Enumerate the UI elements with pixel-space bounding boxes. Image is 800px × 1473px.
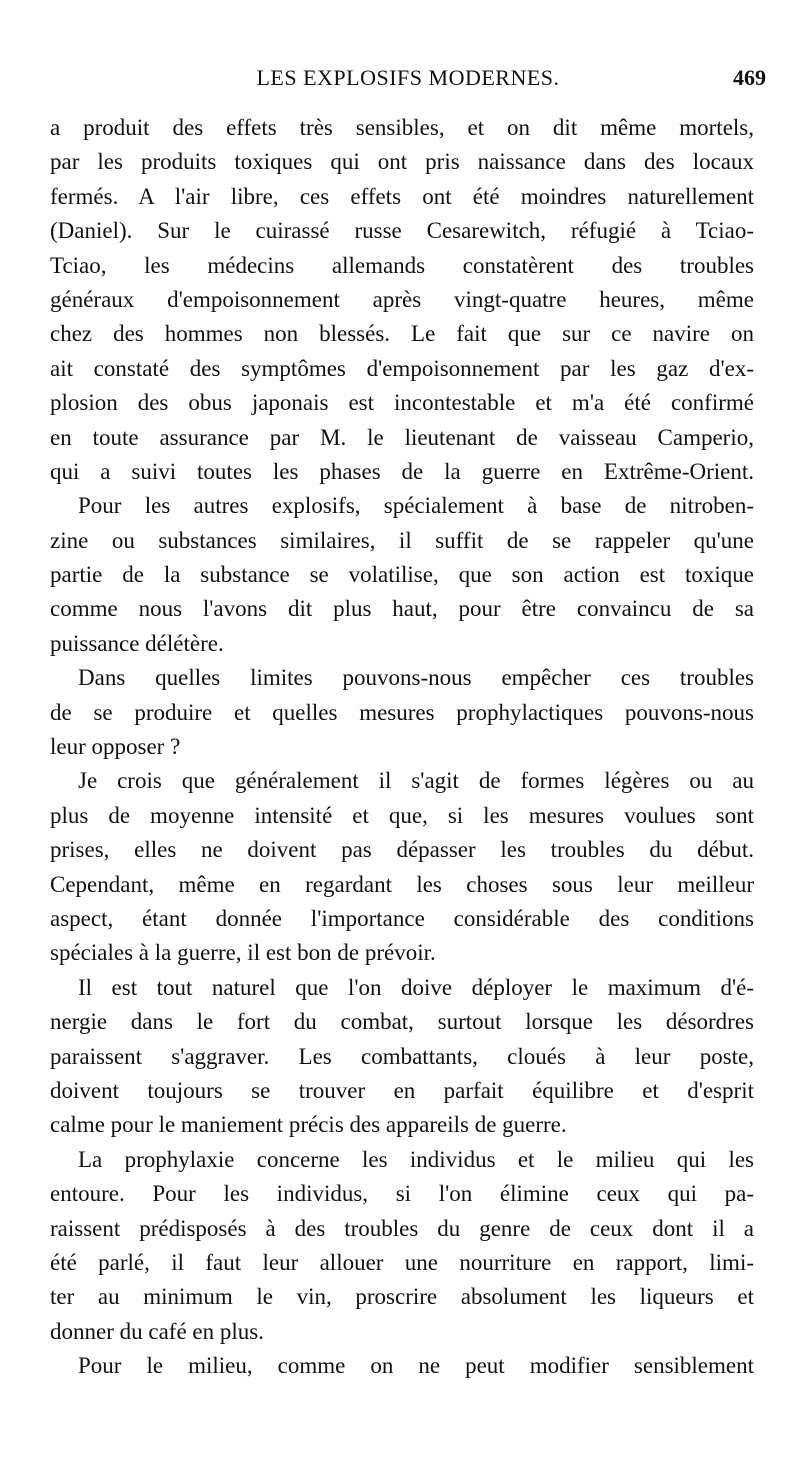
text-line: partie de la substance se volatilise, que son action est toxique [50,562,754,588]
text-line: plosion des obus japonais est incontestable et m'a été confirmé [50,390,754,416]
running-header [50,62,766,94]
text-line: de se produire et quelles mesures prophylactiques pouvons-nous [50,699,754,725]
text-line: spéciales à la guerre, il est bon de prévoir. [50,940,436,966]
text-line: raissent prédisposés à des troubles du genre de ceux dont il a [50,1215,754,1241]
text-line: ter au minimum le vin, proscrire absolument les liqueurs et [50,1284,754,1310]
text-line: Pour le milieu, comme on ne peut modifier sensiblement [78,1353,754,1379]
page-number: 469 [733,65,766,90]
text-line: par les produits toxiques qui ont pris naissance dans des locaux [50,149,754,175]
text-line: comme nous l'avons dit plus haut, pour être convaincu de sa [50,596,754,622]
text-line: Je crois que généralement il s'agit de formes légères ou au [78,768,754,794]
text-line: leur opposer ? [50,734,181,760]
text-line: a produit des effets très sensibles, et on dit même mortels, [50,115,754,140]
text-line: La prophylaxie concerne les individus et le milieu qui les [78,1146,754,1172]
text-line: prises, elles ne doivent pas dépasser les troubles du début. [50,837,754,863]
text-line: puissance délétère. [50,630,224,656]
text-line: été parlé, il faut leur allouer une nourriture en rapport, limi- [50,1249,754,1275]
text-line: ait constaté des symptômes d'empoisonnement par les gaz d'ex- [50,355,754,381]
text-line: Il est tout naturel que l'on doive déployer le maximum d'é- [78,974,754,1000]
text-line: en toute assurance par M. le lieutenant de vaisseau Camperio, [50,424,754,450]
text-line: zine ou substances similaires, il suffit de se rappeler qu'une [50,527,754,553]
text-line: plus de moyenne intensité et que, si les mesures voulues sont [50,802,754,828]
text-line: Dans quelles limites pouvons-nous empêcher ces troubles [78,665,754,691]
text-line: généraux d'empoisonnement après vingt-quatre heures, même [50,286,754,312]
text-line: Tciao, les médecins allemands constatèrent des troubles [50,252,754,278]
text-line: qui a suivi toutes les phases de la guerre en Extrême-Orient. [50,458,754,484]
text-line: entoure. Pour les individus, si l'on élimine ceux qui pa- [50,1181,754,1207]
text-line: aspect, étant donnée l'importance considérable des conditions [50,905,754,931]
text-line: donner du café en plus. [50,1318,264,1344]
text-line: calme pour le maniement précis des appareils de guerre. [50,1112,567,1138]
text-line: (Daniel). Sur le cuirassé russe Cesarewitch, réfugié à Tciao- [50,218,754,244]
text-line: Pour les autres explosifs, spécialement à base de nitroben- [78,493,754,519]
text-line: chez des hommes non blessés. Le fait que sur ce navire on [50,321,754,347]
text-line: Cependant, même en regardant les choses sous leur meilleur [50,871,754,897]
body-text [50,111,754,1383]
text-line: fermés. A l'air libre, ces effets ont été moindres naturellement [50,183,754,209]
text-line: paraissent s'aggraver. Les combattants, cloués à leur poste, [50,1043,754,1069]
text-line: doivent toujours se trouver en parfait équilibre et d'esprit [50,1077,754,1103]
running-title: LES EXPLOSIFS MODERNES. [256,65,560,90]
text-line: nergie dans le fort du combat, surtout lorsque les désordres [50,1009,754,1035]
